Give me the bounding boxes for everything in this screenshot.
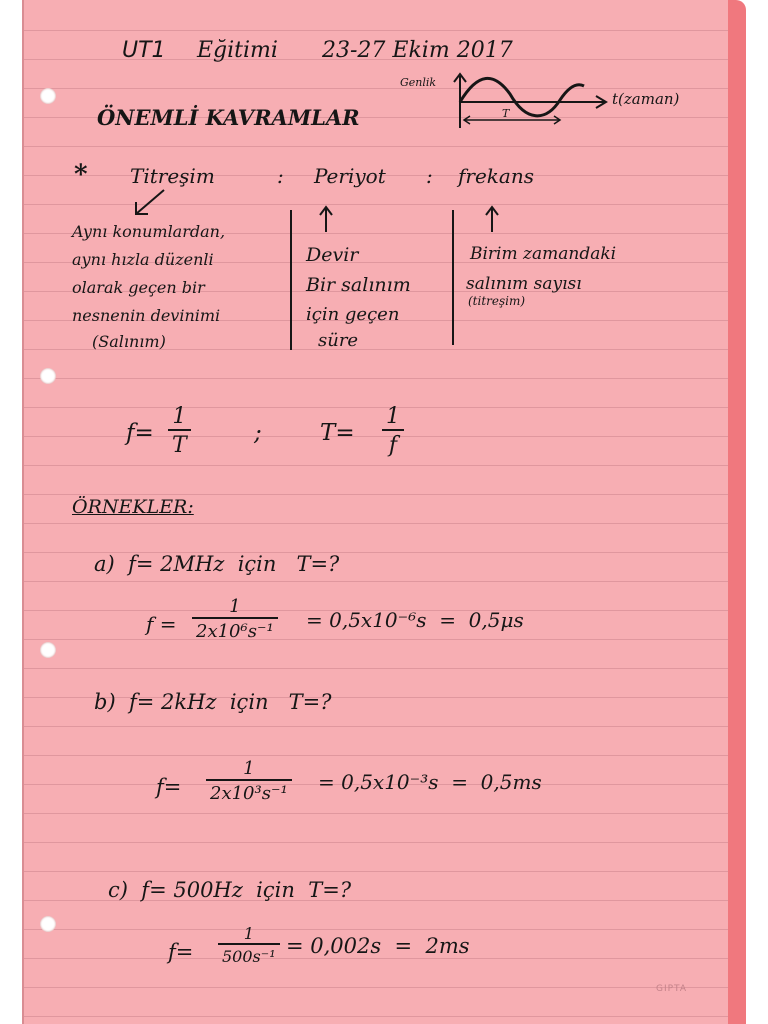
periyot-line-4: süre (318, 330, 359, 351)
page-edge (728, 0, 746, 1024)
margin-line (22, 0, 24, 1024)
periyot-line-1: Devir (306, 244, 359, 266)
fraction-numerator: 1 (243, 758, 255, 779)
column-divider (452, 210, 454, 345)
example-b-lhs: f= (156, 775, 182, 799)
example-c-fraction (218, 924, 280, 966)
fraction-denominator: 500s⁻¹ (218, 943, 280, 966)
example-b-result: = 0,5x10⁻³s = 0,5ms (318, 770, 542, 794)
fraction-numerator: 1 (229, 596, 241, 617)
example-a-lhs: f = (146, 612, 177, 636)
example-a-question: a) f= 2MHz için T=? (94, 552, 340, 576)
time-label: t(zaman) (612, 90, 680, 108)
periyot-line-2: Bir salınım (306, 274, 411, 296)
up-arrow (318, 204, 334, 234)
formula-f-lhs: f= (126, 420, 154, 446)
header-subject: Eğitimi (197, 38, 278, 63)
formula-f-fraction (168, 404, 191, 458)
header-course: UT1 (122, 38, 166, 63)
frekans-line-3: (titreşim) (468, 294, 526, 308)
binder-hole (40, 642, 56, 658)
example-b-question: b) f= 2kHz için T=? (94, 690, 332, 714)
fraction-numerator: 1 (386, 404, 400, 429)
binder-hole (40, 88, 56, 104)
formula-separator: ; (254, 420, 262, 446)
formula-t-lhs: T= (320, 420, 355, 446)
binder-hole (40, 916, 56, 932)
fraction-denominator: T (168, 429, 191, 458)
example-a-result: = 0,5x10⁻⁶s = 0,5μs (306, 608, 524, 632)
examples-title: ÖRNEKLER: (72, 496, 194, 518)
period-label: T (502, 107, 510, 120)
titresim-line-2: aynı hızla düzenli (72, 250, 214, 269)
fraction-denominator: f (382, 429, 404, 458)
example-b-fraction (206, 758, 292, 804)
titresim-line-3: olarak geçen bir (72, 278, 205, 297)
titresim-line-5: (Salınım) (92, 332, 166, 351)
star-bullet: * (74, 160, 88, 190)
concept-frekans: frekans (458, 164, 534, 188)
example-a-fraction (192, 596, 278, 642)
concept-colon: : (426, 164, 433, 188)
sine-wave (460, 78, 584, 115)
section-title: ÖNEMLİ KAVRAMLAR (97, 105, 360, 130)
concept-colon: : (277, 164, 284, 188)
pointer-arrow (130, 188, 170, 218)
fraction-denominator: 2x10⁶s⁻¹ (192, 617, 278, 642)
formula-t-fraction (382, 404, 404, 458)
frekans-line-1: Birim zamandaki (470, 244, 617, 264)
frekans-line-2: salınım sayısı (466, 274, 582, 294)
header-dates: 23-27 Ekim 2017 (322, 38, 513, 63)
example-c-result: = 0,002s = 2ms (286, 934, 470, 958)
titresim-line-1: Aynı konumlardan, (72, 222, 226, 241)
amplitude-label: Genlik (400, 76, 437, 89)
concept-periyot: Periyot (314, 164, 386, 188)
notebook-page (22, 0, 728, 1024)
example-c-question: c) f= 500Hz için T=? (108, 878, 352, 902)
binder-hole (40, 368, 56, 384)
titresim-line-4: nesnenin devinimi (72, 306, 221, 325)
up-arrow (484, 204, 500, 234)
periyot-line-3: için geçen (306, 304, 400, 325)
concept-titresim: Titreşim (130, 164, 215, 188)
example-c-lhs: f= (168, 940, 194, 964)
fraction-numerator: 1 (243, 924, 254, 943)
column-divider (290, 210, 292, 350)
brand-mark: GIPTA (656, 984, 688, 994)
fraction-numerator: 1 (172, 404, 187, 429)
fraction-denominator: 2x10³s⁻¹ (206, 779, 292, 804)
